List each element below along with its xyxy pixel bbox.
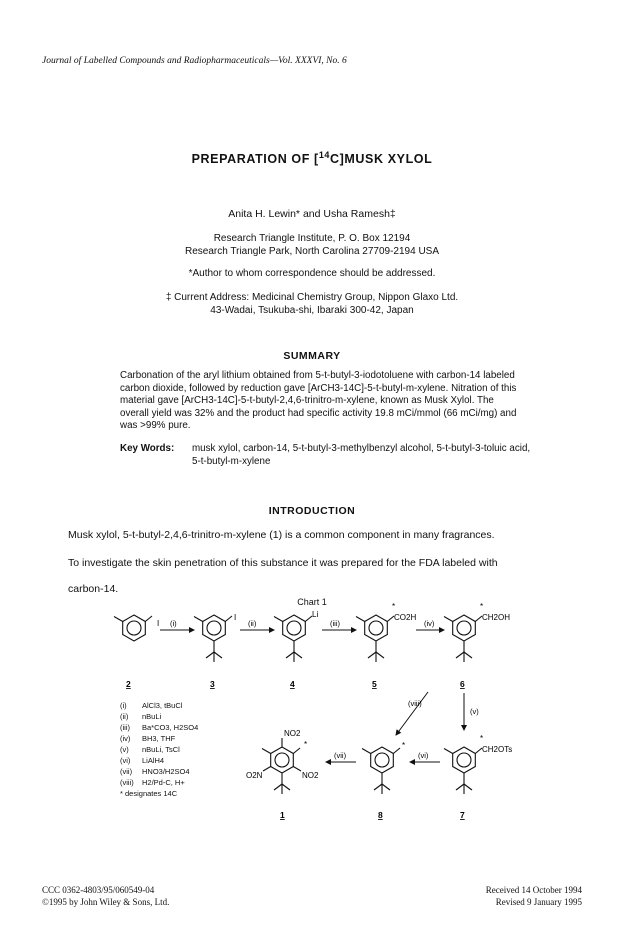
introduction-heading: INTRODUCTION bbox=[268, 505, 356, 517]
compound-4 bbox=[274, 615, 312, 662]
ch2oh-label: CH2OH bbox=[482, 613, 511, 622]
summary-heading: SUMMARY bbox=[283, 350, 341, 362]
label-marker-1: * bbox=[304, 740, 308, 749]
lithium-label-4: Li bbox=[312, 610, 319, 619]
reagent-iv: (iv) BH3, THF bbox=[120, 734, 176, 743]
label-marker-8: * bbox=[402, 741, 406, 750]
step-iv-label: (iv) bbox=[424, 619, 435, 628]
step-vi-label: (vi) bbox=[418, 751, 429, 760]
co2h-label: CO2H bbox=[394, 613, 417, 622]
compound-number-7: 7 bbox=[460, 810, 465, 820]
authors: Anita H. Lewin* and Usha Ramesh‡ bbox=[228, 208, 396, 220]
label-marker-7: * bbox=[480, 734, 484, 743]
paper-title: PREPARATION OF [$^{14}$C]MUSK XYLOL bbox=[191, 150, 433, 167]
step-viii-label: (viii) bbox=[408, 699, 422, 708]
reagent-viii: (viii) H2/Pd-C, H+ bbox=[120, 778, 185, 787]
key-words: musk xylol, carbon-14, 5-t-butyl-3-methylbenzyl alcohol, 5-t-butyl-3-toluic acid, 5-t-butyl-m-xylene bbox=[192, 443, 531, 467]
label-marker-6: * bbox=[480, 602, 484, 611]
compound-6 bbox=[444, 615, 482, 662]
footer-copyright: CCC 0362-4803/95/060549-04 ©1995 by John Wiley & Sons, Ltd. bbox=[42, 885, 170, 907]
compound-8 bbox=[362, 747, 400, 794]
reagent-vii: (vii) HNO3/H2SO4 bbox=[120, 767, 190, 776]
compound-7 bbox=[444, 747, 482, 794]
correspondence-note: *Author to whom correspondence should be addressed. bbox=[188, 268, 436, 279]
key-words-label: Key Words: bbox=[120, 443, 175, 454]
iodo-label-3: I bbox=[234, 613, 237, 622]
summary-text: Carbonation of the aryl lithium obtained from 5-t-butyl-3-iodotoluene with carbon-14 labeled carbon dioxide, followed by reduction gave [ArCH3-14C]-5-t-butyl-m-xylene. Nitration of this material gave [ArCH3-14C]-5-t-butyl-2,4,6-trinitro-m-xylene, known as Musk Xylol. The overall yield was 32% and the product had specific activity 19.8 mCi/mmol (66 mCi/mg) and was >99% pure. bbox=[120, 370, 517, 432]
step-v-label: (v) bbox=[470, 707, 479, 716]
intro-line-3: carbon-14. bbox=[68, 583, 119, 595]
compound-5 bbox=[356, 615, 394, 662]
reagent-list bbox=[120, 700, 198, 799]
o2n-label-left: O2N bbox=[246, 771, 263, 780]
journal-header: Journal of Labelled Compounds and Radiopharmaceuticals—Vol. XXXVI, No. 6 bbox=[42, 56, 347, 66]
reagent-iii: (iii) Ba*CO3, H2SO4 bbox=[120, 723, 199, 732]
compound-number-4: 4 bbox=[290, 679, 295, 689]
reagent-note: * designates 14C bbox=[120, 789, 178, 798]
compound-number-5: 5 bbox=[372, 679, 377, 689]
label-marker-5: * bbox=[392, 602, 396, 611]
compound-3 bbox=[194, 615, 232, 662]
affiliation: Research Triangle Institute, P. O. Box 12194 Research Triangle Park, North Carolina 27709-2194 USA bbox=[184, 233, 440, 257]
iodo-label-2: I bbox=[157, 619, 160, 628]
intro-line-1: Musk xylol, 5-t-butyl-2,4,6-trinitro-m-xylene (1) is a common component in many fragrances. bbox=[68, 529, 495, 541]
step-i-label: (i) bbox=[170, 619, 177, 628]
compound-number-8: 8 bbox=[378, 810, 383, 820]
reagent-i: (i) AlCl3, tBuCl bbox=[120, 701, 183, 710]
footer-dates: Received 14 October 1994 Revised 9 January 1995 bbox=[485, 885, 582, 907]
compound-number-6: 6 bbox=[460, 679, 465, 689]
reagent-v: (v) nBuLi, TsCl bbox=[120, 745, 180, 754]
reagent-vi: (vi) LiAlH4 bbox=[120, 756, 165, 765]
ch2ots-label: CH2OTs bbox=[482, 745, 513, 754]
compound-number-3: 3 bbox=[210, 679, 215, 689]
no2-label-top: NO2 bbox=[284, 729, 301, 738]
compound-1 bbox=[262, 738, 301, 794]
no2-label-right: NO2 bbox=[302, 771, 319, 780]
compound-number-2: 2 bbox=[126, 679, 131, 689]
step-vii-label: (vii) bbox=[334, 751, 347, 760]
step-iii-label: (iii) bbox=[330, 619, 340, 628]
intro-line-2: To investigate the skin penetration of this substance it was prepared for the FDA labeled with bbox=[68, 557, 498, 569]
chart-label: Chart 1 bbox=[297, 597, 327, 607]
compound-number-1: 1 bbox=[280, 810, 285, 820]
current-address: ‡ Current Address: Medicinal Chemistry Group, Nippon Glaxo Ltd. 43-Wadai, Tsukuba-shi, Ibaraki 300-42, Japan bbox=[165, 292, 459, 316]
reagent-ii: (ii) nBuLi bbox=[120, 712, 162, 721]
compound-2 bbox=[114, 615, 152, 641]
step-ii-label: (ii) bbox=[248, 619, 257, 628]
